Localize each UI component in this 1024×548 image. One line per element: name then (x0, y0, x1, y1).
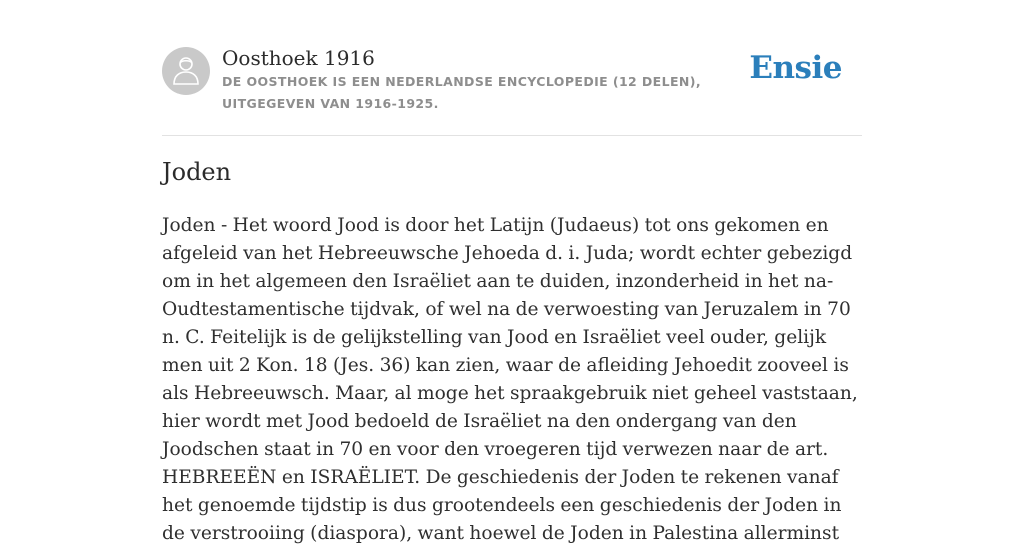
source-header (162, 0, 862, 136)
user-silhouette-icon (172, 55, 200, 85)
source-title[interactable]: Oosthoek 1916 (222, 46, 375, 70)
source-info (222, 45, 762, 115)
avatar[interactable] (162, 47, 210, 95)
article-body: Joden - Het woord Jood is door het Latijn (Judaeus) tot ons gekomen en afgeleid van het Hebreeuwsche Jehoeda d. i. Juda; wordt echter gebezigd om in het algemeen den Israëliet aan te duiden, inzonderheid in het na-Oudtestamentische tijdvak, of wel na de verwoesting van Jeruzalem in 70 n. C. Feitelijk is de gelijkstelling van Jood en Israëliet veel ouder, gelijk men uit 2 Kon. 18 (Jes. 36) kan zien, waar de afleiding Jehoedit zooveel is als Hebreeuwsch. Maar, al moge het spraakgebruik niet geheel vaststaan, hier wordt met Jood bedoeld de Israëliet na den ondergang van den Joodschen staat in 70 en voor den vroegeren tijd verwezen naar de art. HEBREEËN en ISRAËLIET. De geschiedenis der Joden te rekenen vanaf het genoemde tijdstip is dus grootendeels een geschiedenis der Joden in de verstrooiing (diaspora), want hoewel de Joden in Palestina allerminst (162, 215, 858, 544)
content-container (162, 0, 862, 544)
source-description: DE OOSTHOEK IS EEN NEDERLANDSE ENCYCLOPEDIE (12 DELEN), UITGEGEVEN VAN 1916-1925. (222, 74, 702, 111)
article-title: Joden (162, 158, 232, 186)
brand-logo[interactable]: Ensie (749, 50, 842, 86)
